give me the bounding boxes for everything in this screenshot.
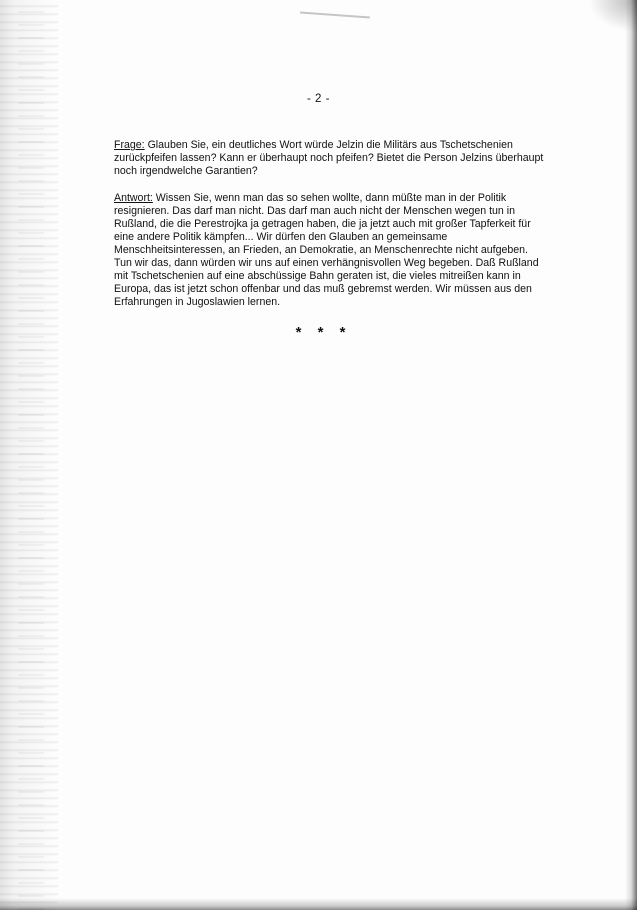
question-paragraph (114, 139, 544, 178)
scan-edge-bottom (0, 898, 637, 910)
question-label: Frage: (114, 139, 145, 151)
body-text (114, 139, 544, 323)
answer-label: Antwort: (114, 192, 153, 204)
section-separator: * * * (295, 324, 352, 341)
scan-noise-left (18, 0, 44, 910)
scan-corner-shadow (577, 0, 637, 40)
answer-paragraph (114, 192, 544, 309)
answer-text: Wissen Sie, wenn man das so sehen wollte, dann müßte man in der Politik resignieren. Das darf man nicht. Das darf man auch nicht der Menschen wegen tun in Rußland, die die Perestrojka ja getragen haben, die ja jetzt auch mit großer Tapferkeit für eine andere Politik kämpfen... Wir dürfen den Glauben an gemeinsame Menschheitsinteressen, an Frieden, an Demokratie, an Menschenrechte nicht aufgeben. Tun wir das, dann würden wir uns auf einen verhängnisvollen Weg begeben. Daß Rußland mit Tschetschenien auf eine abschüssige Bahn geraten ist, die vieles mitreißen kann in Europa, das ist jetzt schon offenbar und das muß gebremst werden. Wir müssen aus den Erfahrungen in Jugoslawien lernen. (114, 192, 539, 308)
scan-mark-top (300, 12, 370, 19)
question-text: Glauben Sie, ein deutliches Wort würde Jelzin die Militärs aus Tschetschenien zurückpfeifen lassen? Kann er überhaupt noch pfeifen? Bietet die Person Jelzins überhaupt noch irgendwelche Garantien? (114, 139, 544, 177)
scan-edge-right (625, 0, 637, 910)
page-number: - 2 - (307, 93, 330, 105)
